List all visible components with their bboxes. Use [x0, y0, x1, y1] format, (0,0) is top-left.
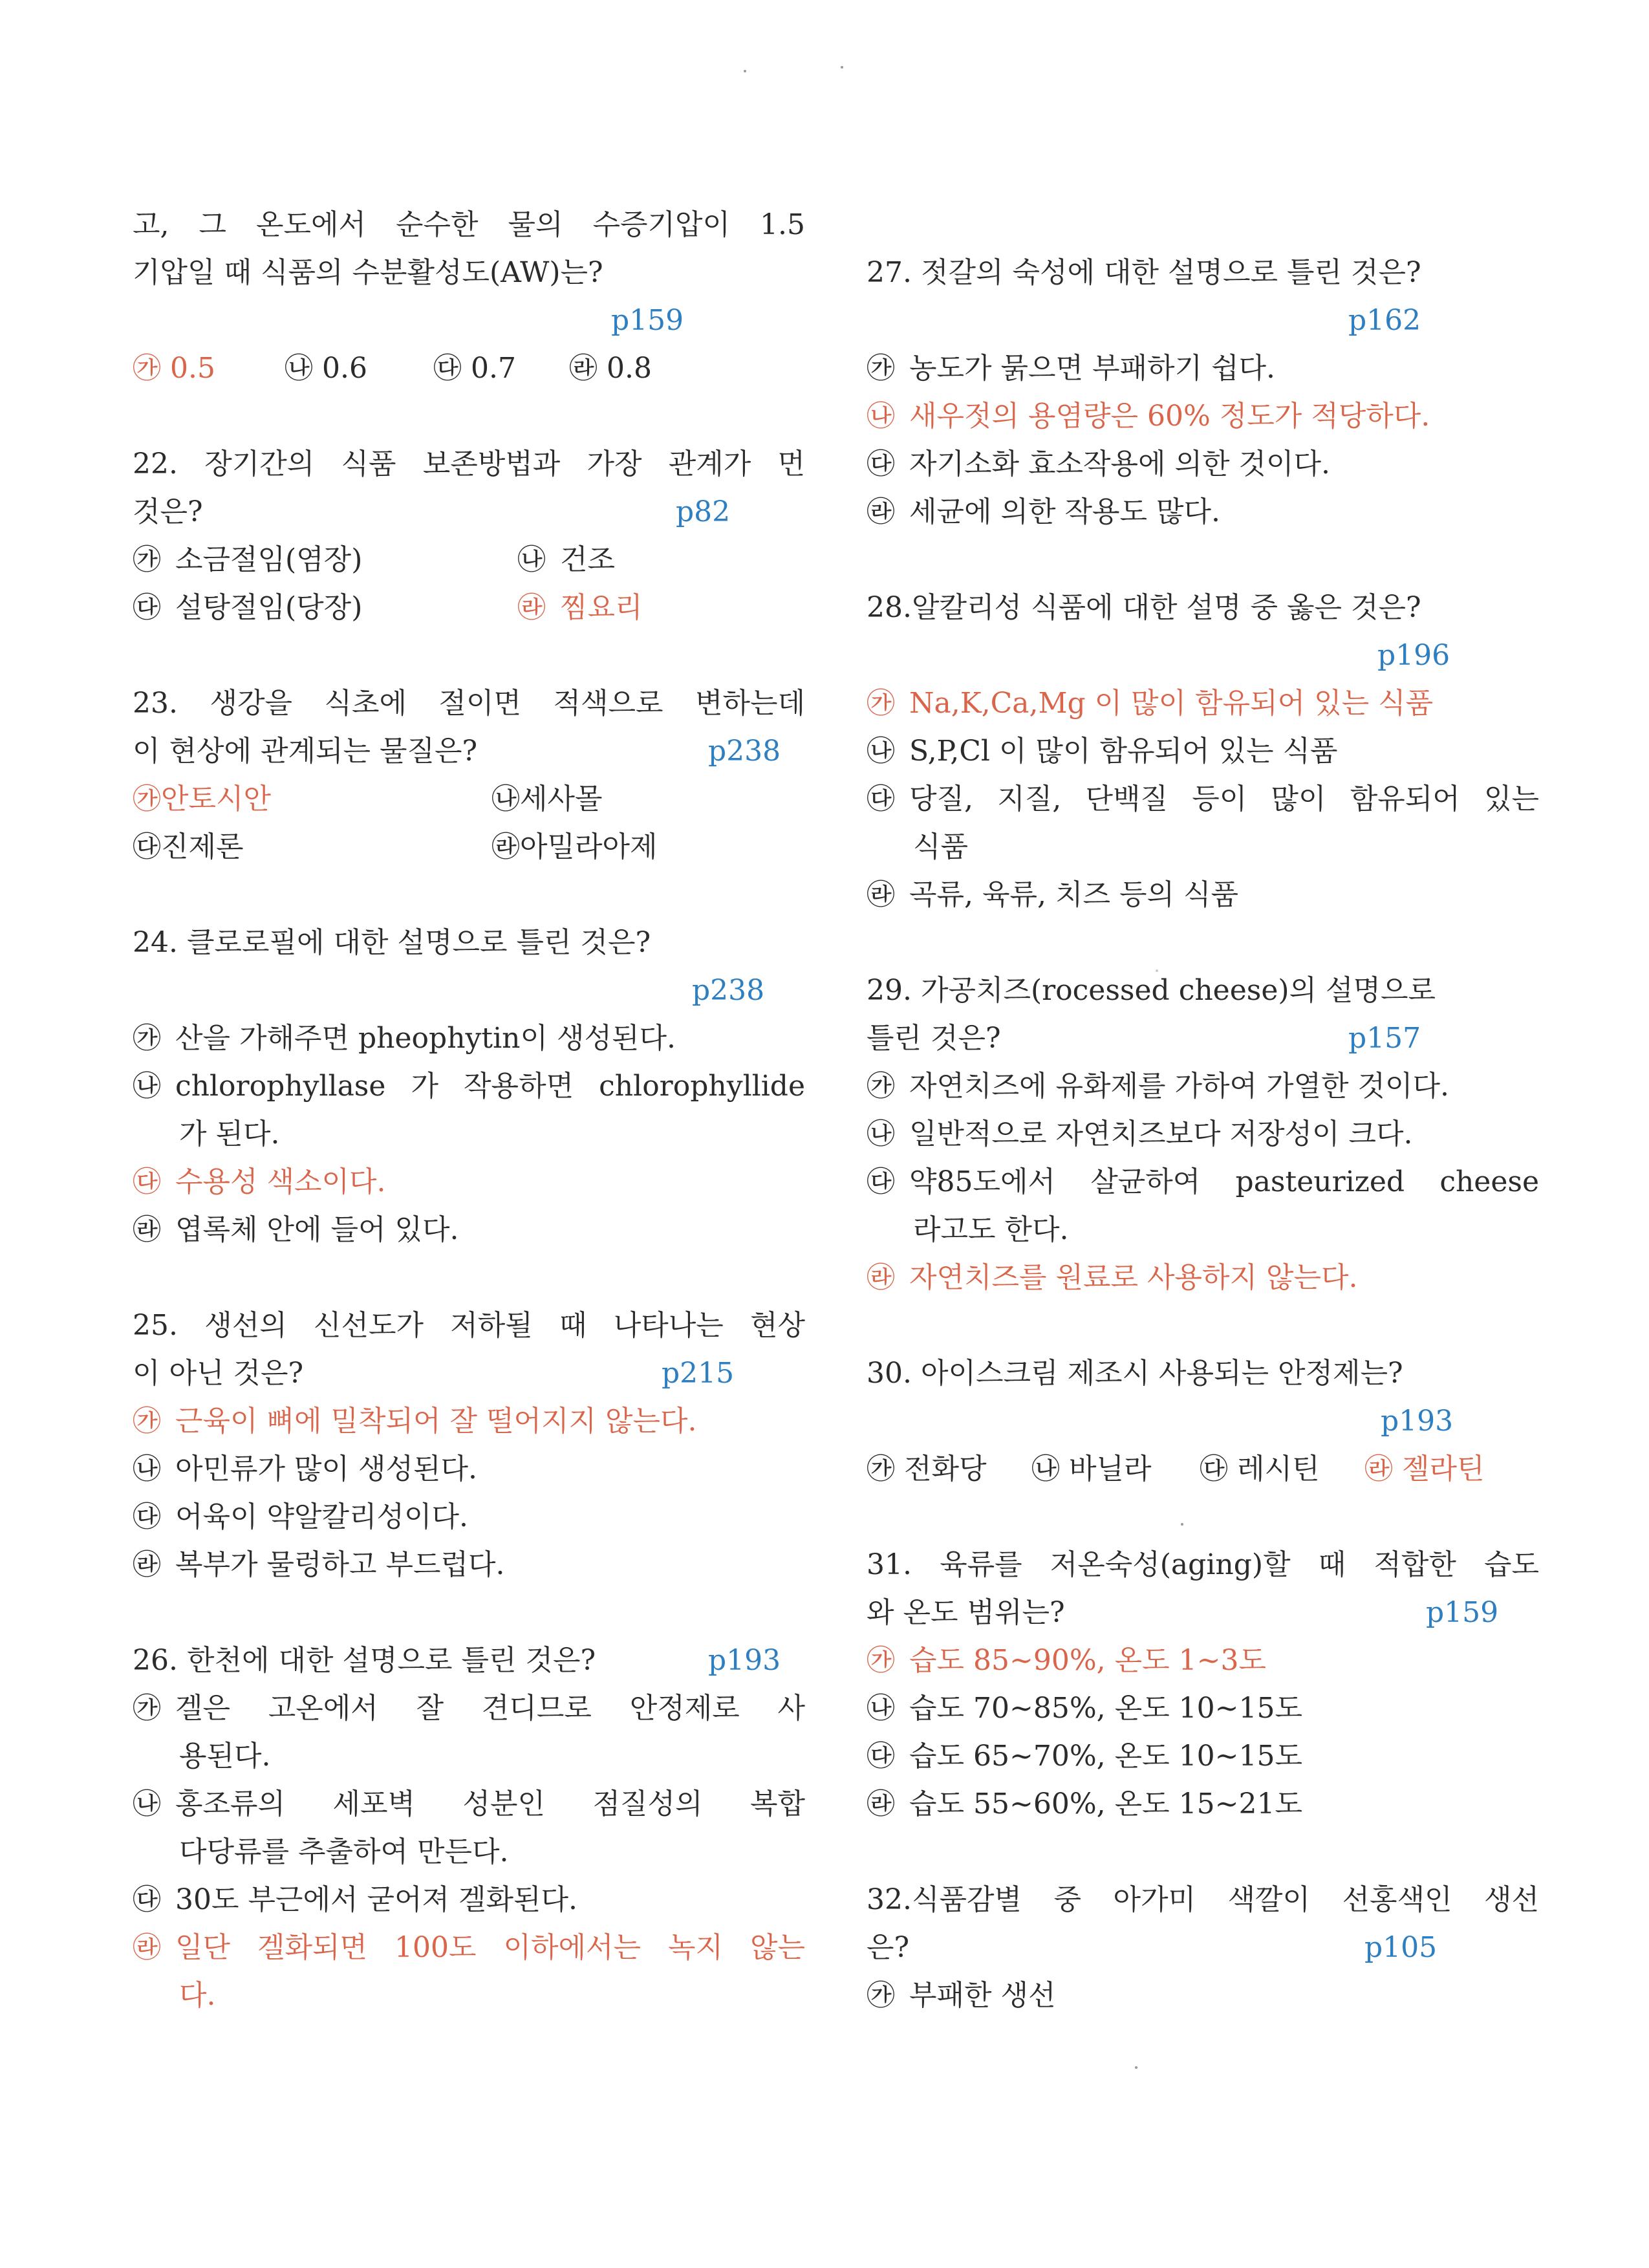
q22-option-c-mark: ㉰ — [133, 591, 161, 624]
q29-stem-line2: 틀린 것은? — [867, 1022, 1001, 1055]
q26-option-b: 홍조류의 세포벽 성분인 점질성의 복합 — [175, 1787, 805, 1820]
q24-option-a: 산을 가해주면 pheophytin이 생성된다. — [175, 1022, 676, 1055]
q28-option-a-mark: ㉮ — [867, 687, 895, 720]
q29-option-c-cont: 라고도 한다. — [913, 1213, 1069, 1246]
q27-option-c: 자기소화 효소작용에 의한 것이다. — [909, 448, 1330, 481]
q27-option-b-row — [867, 397, 1539, 436]
q24-option-d-mark: ㉱ — [133, 1213, 161, 1246]
q27-stem-line1: 27. 젓갈의 숙성에 대한 설명으로 틀린 것은? — [867, 256, 1421, 289]
q28-option-b-row — [867, 732, 1539, 771]
scan-speck — [841, 66, 843, 69]
q25-option-d-mark: ㉱ — [133, 1548, 161, 1581]
q31-option-b: 습도 70~85%, 온도 10~15도 — [909, 1692, 1302, 1725]
q29-option-a: 자연치즈에 유화제를 가하여 가열한 것이다. — [909, 1070, 1450, 1103]
q29-option-d-row — [867, 1258, 1539, 1297]
q24-option-d: 엽록체 안에 들어 있다. — [175, 1213, 459, 1246]
q23-option-c: 진제론 — [161, 830, 244, 863]
q24-page-ref: p238 — [692, 974, 765, 1007]
q29-option-c: 약85도에서 살균하여 pasteurized cheese — [909, 1165, 1539, 1198]
q31-option-d-row — [867, 1785, 1539, 1824]
q28-option-a: Na,K,Ca,Mg 이 많이 함유되어 있는 식품 — [909, 687, 1434, 720]
q24-option-b-cont: 가 된다. — [179, 1118, 280, 1150]
q24-option-c-mark: ㉰ — [133, 1165, 161, 1198]
q22-page-ref: p82 — [676, 495, 731, 528]
q27-option-d-row — [867, 493, 1539, 532]
q25-option-a-mark: ㉮ — [133, 1405, 161, 1438]
q21-option-b: 0.6 — [322, 352, 367, 385]
q28-option-b: S,P,Cl 이 많이 함유되어 있는 식품 — [909, 735, 1338, 768]
q24-option-b-row — [133, 1067, 805, 1106]
q22-option-a-mark: ㉮ — [133, 543, 161, 576]
q30-option-b-mark: ㉯ — [1031, 1453, 1060, 1485]
q23-option-c-mark: ㉰ — [133, 830, 161, 863]
q25-stem-line2: 이 아닌 것은? — [133, 1357, 304, 1390]
q32-option-a-mark: ㉮ — [867, 1979, 895, 2012]
q31-option-b-row — [867, 1689, 1539, 1728]
q29-option-d: 자연치즈를 원료로 사용하지 않는다. — [909, 1261, 1358, 1294]
q26-option-d: 일단 겔화되면 100도 이하에서는 녹지 않는 — [175, 1931, 805, 1964]
q22-option-b-mark: ㉯ — [517, 543, 546, 576]
q21-option-a-mark: ㉮ — [133, 352, 161, 385]
q28-option-a-row — [867, 684, 1539, 723]
q32-stem-line2: 은? — [867, 1931, 910, 1964]
q24-option-c-row — [133, 1163, 805, 1202]
q28-option-c-cont: 식품 — [913, 830, 969, 863]
q27-option-a-row — [867, 349, 1539, 388]
q24-stem-line1: 24. 클로로필에 대한 설명으로 틀린 것은? — [133, 926, 651, 959]
q25-option-b: 아민류가 많이 생성된다. — [175, 1453, 477, 1485]
q31-option-d-mark: ㉱ — [867, 1787, 895, 1820]
q31-option-c: 습도 65~70%, 온도 10~15도 — [909, 1740, 1302, 1773]
q26-option-c-mark: ㉰ — [133, 1883, 161, 1916]
q25-option-d-row — [133, 1546, 805, 1584]
q30-stem-line1: 30. 아이스크림 제조시 사용되는 안정제는? — [867, 1357, 1403, 1390]
q31-option-b-mark: ㉯ — [867, 1692, 895, 1725]
q31-option-a-mark: ㉮ — [867, 1644, 895, 1677]
q26-option-b-row — [133, 1785, 805, 1824]
q22-stem-line2: 것은? — [133, 495, 203, 528]
q28-option-d-mark: ㉱ — [867, 878, 895, 911]
q25-stem-line1: 25. 생선의 신선도가 저하될 때 나타나는 현상 — [133, 1309, 805, 1342]
q26-option-a-row — [133, 1689, 805, 1728]
q21-option-c: 0.7 — [471, 352, 516, 385]
q28-option-c-mark: ㉰ — [867, 783, 895, 815]
q24-option-b: chlorophyllase 가 작용하면 chlorophyllide — [175, 1070, 805, 1103]
q30-option-d-mark: ㉱ — [1364, 1453, 1393, 1485]
q25-option-b-row — [133, 1450, 805, 1489]
q26-option-b-mark: ㉯ — [133, 1787, 161, 1820]
q26-option-c-row — [133, 1881, 805, 1919]
q25-option-b-mark: ㉯ — [133, 1453, 161, 1485]
q28-option-d-row — [867, 876, 1539, 914]
q27-option-a-mark: ㉮ — [867, 352, 895, 385]
q32-option-a-row — [867, 1976, 1539, 2015]
q24-option-d-row — [133, 1211, 805, 1249]
q29-option-b-row — [867, 1115, 1539, 1154]
q25-option-c-mark: ㉰ — [133, 1500, 161, 1533]
q24-option-a-row — [133, 1019, 805, 1058]
q27-option-d-mark: ㉱ — [867, 495, 895, 528]
q26-option-a-cont: 용된다. — [179, 1740, 271, 1773]
q31-option-a: 습도 85~90%, 온도 1~3도 — [909, 1644, 1266, 1677]
q30-option-b: 바닐라 — [1069, 1453, 1152, 1485]
q28-option-b-mark: ㉯ — [867, 735, 895, 768]
q28-stem-line1: 28.알칼리성 식품에 대한 설명 중 옳은 것은? — [867, 591, 1421, 624]
q21-option-a: 0.5 — [170, 352, 215, 385]
q23-option-b: 세사몰 — [520, 783, 603, 815]
q30-option-d: 젤라틴 — [1402, 1453, 1485, 1485]
scan-speck — [1156, 969, 1158, 972]
q22-option-b: 건조 — [560, 543, 616, 576]
q26-option-d-cont: 다. — [179, 1979, 216, 2012]
q24-option-c: 수용성 색소이다. — [175, 1165, 386, 1198]
q23-stem-line2: 이 현상에 관계되는 물질은? — [133, 735, 478, 768]
q24-option-b-mark: ㉯ — [133, 1070, 161, 1103]
q22-option-a: 소금절임(염장) — [175, 543, 363, 576]
q30-option-c: 레시틴 — [1237, 1453, 1320, 1485]
q27-option-b-mark: ㉯ — [867, 400, 895, 433]
q27-page-ref: p162 — [1348, 304, 1421, 337]
q28-option-c-row — [867, 780, 1539, 819]
q23-stem-line1: 23. 생강을 식초에 절이면 적색으로 변하는데 — [133, 687, 805, 720]
q32-option-a: 부패한 생선 — [909, 1979, 1056, 2012]
q21-page-ref: p159 — [611, 304, 684, 337]
q25-option-a-row — [133, 1402, 805, 1441]
q25-page-ref: p215 — [662, 1357, 735, 1390]
q25-option-d: 복부가 물렁하고 부드럽다. — [175, 1548, 505, 1581]
q21-option-d-mark: ㉱ — [569, 352, 598, 385]
q31-stem-line1: 31. 육류를 저온숙성(aging)할 때 적합한 습도 — [867, 1548, 1539, 1581]
q30-option-c-mark: ㉰ — [1200, 1453, 1228, 1485]
q23-option-d: 아밀라아제 — [520, 830, 658, 863]
q26-page-ref: p193 — [708, 1644, 781, 1677]
q28-option-c: 당질, 지질, 단백질 등이 많이 함유되어 있는 — [909, 783, 1539, 815]
q29-option-a-mark: ㉮ — [867, 1070, 895, 1103]
q31-option-d: 습도 55~60%, 온도 15~21도 — [909, 1787, 1302, 1820]
q28-option-d: 곡류, 육류, 치즈 등의 식품 — [909, 878, 1238, 911]
q27-option-a: 농도가 묽으면 부패하기 쉽다. — [909, 352, 1275, 385]
q21-option-b-mark: ㉯ — [285, 352, 313, 385]
q23-option-a: 안토시안 — [161, 783, 272, 815]
q31-option-c-row — [867, 1737, 1539, 1776]
q24-option-a-mark: ㉮ — [133, 1022, 161, 1055]
q25-option-a: 근육이 뼈에 밀착되어 잘 떨어지지 않는다. — [175, 1405, 697, 1438]
q23-option-b-mark: ㉯ — [491, 783, 520, 815]
q29-page-ref: p157 — [1348, 1022, 1421, 1055]
q25-option-c-row — [133, 1498, 805, 1537]
q23-page-ref: p238 — [708, 735, 781, 768]
q26-option-a-mark: ㉮ — [133, 1692, 161, 1725]
q31-option-c-mark: ㉰ — [867, 1740, 895, 1773]
q26-stem-line1: 26. 한천에 대한 설명으로 틀린 것은? — [133, 1644, 596, 1677]
q22-option-d-mark: ㉱ — [517, 591, 546, 624]
q30-option-a: 전화당 — [904, 1453, 987, 1485]
q29-option-b-mark: ㉯ — [867, 1118, 895, 1150]
q26-option-d-mark: ㉱ — [133, 1931, 161, 1964]
q29-option-c-mark: ㉰ — [867, 1165, 895, 1198]
q29-option-c-row — [867, 1163, 1539, 1202]
q29-stem-line1: 29. 가공치즈(rocessed cheese)의 설명으로 — [867, 974, 1436, 1007]
scan-speck — [1135, 2066, 1137, 2069]
q21-option-c-mark: ㉰ — [433, 352, 462, 385]
q21-stem-line2: 기압일 때 식품의 수분활성도(AW)는? — [133, 256, 603, 289]
q21-option-d: 0.8 — [607, 352, 652, 385]
q30-page-ref: p193 — [1381, 1405, 1454, 1438]
q31-stem-line2: 와 온도 범위는? — [867, 1596, 1065, 1629]
q25-option-c: 어육이 약알칼리성이다. — [175, 1500, 469, 1533]
q22-option-c: 설탕절임(당장) — [175, 591, 363, 624]
q26-option-b-cont: 다당류를 추출하여 만든다. — [179, 1835, 509, 1868]
q26-option-a: 겔은 고온에서 잘 견디므로 안정제로 사 — [175, 1692, 805, 1725]
q31-option-a-row — [867, 1641, 1539, 1680]
q22-stem-line1: 22. 장기간의 식품 보존방법과 가장 관계가 먼 — [133, 448, 805, 481]
q27-option-b: 새우젓의 용염량은 60% 정도가 적당하다. — [909, 400, 1430, 433]
q32-stem-line1: 32.식품감별 중 아가미 색깔이 선홍색인 생선 — [867, 1883, 1539, 1916]
scan-speck — [744, 70, 746, 72]
q22-option-d: 찜요리 — [560, 591, 643, 624]
q23-option-d-mark: ㉱ — [491, 830, 520, 863]
scan-speck — [1181, 1523, 1183, 1526]
q32-page-ref: p105 — [1364, 1931, 1438, 1964]
q29-option-a-row — [867, 1067, 1539, 1106]
q29-option-d-mark: ㉱ — [867, 1261, 895, 1294]
q27-option-d: 세균에 의한 작용도 많다. — [909, 495, 1220, 528]
q21-stem-line1: 고, 그 온도에서 순수한 물의 수증기압이 1.5 — [133, 208, 805, 241]
q23-option-a-mark: ㉮ — [133, 783, 161, 815]
q28-page-ref: p196 — [1377, 639, 1450, 672]
q27-option-c-row — [867, 445, 1539, 484]
q31-page-ref: p159 — [1426, 1596, 1499, 1629]
q30-option-a-mark: ㉮ — [867, 1453, 895, 1485]
q26-option-d-row — [133, 1928, 805, 1967]
q29-option-b: 일반적으로 자연치즈보다 저장성이 크다. — [909, 1118, 1413, 1150]
q26-option-c: 30도 부근에서 굳어져 겔화된다. — [175, 1883, 577, 1916]
q27-option-c-mark: ㉰ — [867, 448, 895, 481]
